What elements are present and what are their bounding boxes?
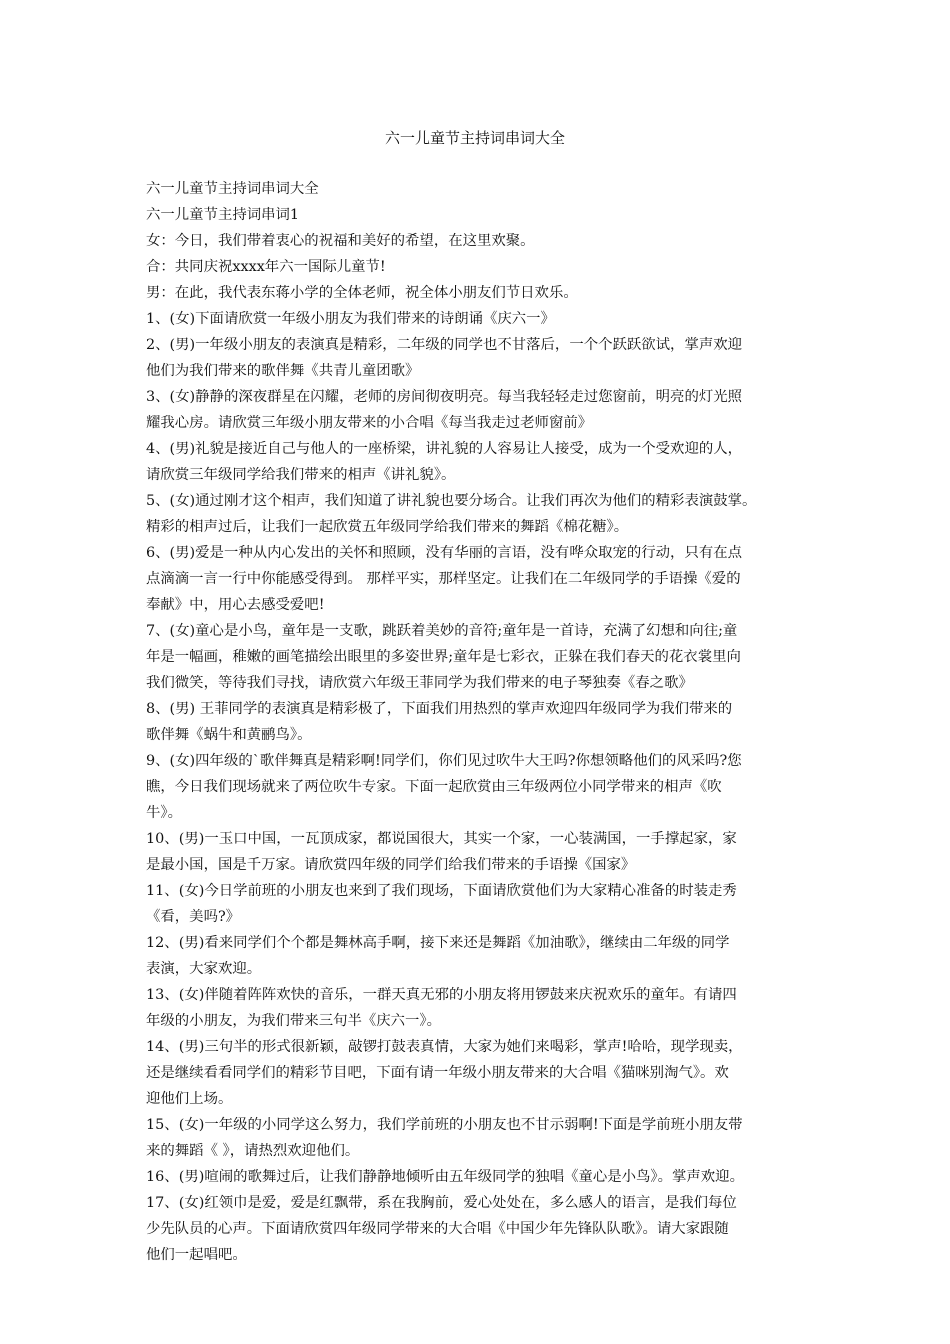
- paragraph: [146, 1112, 826, 1164]
- text-line: 14、(男)三句半的形式很新颖，敲锣打鼓表真情，大家为她们来喝彩，掌声!哈哈，现学现卖，: [146, 1039, 743, 1055]
- text-line: 11、(女)今日学前班的小朋友也来到了我们现场，下面请欣赏他们为大家精心准备的时装走秀: [146, 883, 737, 899]
- paragraph: [146, 982, 826, 1034]
- text-line: 瞧，今日我们现场就来了两位吹牛专家。下面一起欣赏由三年级两位小同学带来的相声《吹: [146, 779, 722, 795]
- text-line: 12、(男)看来同学们个个都是舞林高手啊，接下来还是舞蹈《加油歌》，继续由二年级的同学: [146, 935, 730, 951]
- paragraph: [146, 488, 826, 540]
- text-line: 2、(男)一年级小朋友的表演真是精彩，二年级的同学也不甘落后，一个个跃跃欲试，掌声欢迎: [146, 337, 743, 353]
- paragraph: [146, 436, 826, 488]
- paragraph: [146, 254, 826, 280]
- text-line: 17、(女)红领巾是爱，爱是红飘带，系在我胸前，爱心处处在，多么感人的语言，是我们每位: [146, 1195, 737, 1211]
- text-line: 15、(女)一年级的小同学这么努力，我们学前班的小朋友也不甘示弱啊!下面是学前班小朋友带: [146, 1117, 743, 1133]
- paragraph: [146, 306, 826, 332]
- text-line: 10、(男)一玉口中国，一瓦顶成家，都说国很大，其实一个家，一心装满国，一手撑起家，家: [146, 831, 737, 847]
- paragraph: [146, 618, 826, 696]
- text-line: 请欣赏三年级同学给我们带来的相声《讲礼貌》。: [146, 467, 456, 483]
- document-title: 六一儿童节主持词串词大全: [384, 129, 565, 147]
- text-line: 13、(女)伴随着阵阵欢快的音乐，一群天真无邪的小朋友将用锣鼓来庆祝欢乐的童年。有请四: [146, 987, 737, 1003]
- text-line: 迎他们上场。: [146, 1091, 233, 1107]
- text-line: 表演，大家欢迎。: [146, 961, 262, 977]
- text-line: 六一儿童节主持词串词1: [146, 207, 300, 223]
- text-line: 我们微笑，等待我们寻找，请欣赏六年级王菲同学为我们带来的电子琴独奏《春之歌》: [146, 675, 693, 691]
- text-line: 来的舞蹈《 》，请热烈欢迎他们。: [146, 1143, 360, 1159]
- text-line: 年级的小朋友，为我们带来三句半《庆六一》。: [146, 1013, 442, 1029]
- text-line: 耀我心房。请欣赏三年级小朋友带来的小合唱《每当我走过老师窗前》: [146, 415, 593, 431]
- text-line: 六一儿童节主持词串词大全: [146, 181, 319, 197]
- paragraph: [146, 696, 826, 748]
- text-line: 奉献》中，用心去感受爱吧!: [146, 597, 325, 613]
- paragraph: [146, 826, 826, 878]
- text-line: 16、(男)喧闹的歌舞过后，让我们静静地倾听由五年级同学的独唱《童心是小鸟》。掌声欢迎。: [146, 1169, 744, 1185]
- text-line: 8、(男) 王菲同学的表演真是精彩极了，下面我们用热烈的掌声欢迎四年级同学为我们带来的: [146, 701, 733, 717]
- text-line: 1、(女)下面请欣赏一年级小朋友为我们带来的诗朗诵《庆六一》: [146, 311, 555, 327]
- text-line: 牛》。: [146, 805, 182, 821]
- paragraph: [146, 930, 826, 982]
- text-line: 少先队员的心声。下面请欣赏四年级同学带来的大合唱《中国少年先锋队队歌》。请大家跟随: [146, 1221, 729, 1237]
- paragraph: [146, 748, 826, 826]
- document-body: [146, 176, 826, 1268]
- text-line: 5、(女)通过刚才这个相声，我们知道了讲礼貌也要分场合。让我们再次为他们的精彩表演鼓掌。: [146, 493, 757, 509]
- paragraph: [146, 202, 826, 228]
- text-line: 还是继续看看同学们的精彩节目吧，下面有请一年级小朋友带来的大合唱《猫咪别淘气》。欢: [146, 1065, 729, 1081]
- text-line: 3、(女)静静的深夜群星在闪耀，老师的房间彻夜明亮。每当我轻轻走过您窗前，明亮的灯光照: [146, 389, 743, 405]
- paragraph: [146, 1164, 826, 1190]
- paragraph: [146, 878, 826, 930]
- text-line: 年是一幅画，稚嫩的画笔描绘出眼里的多姿世界;童年是七彩衣，正躲在我们春天的花衣裳里向: [146, 649, 741, 665]
- text-line: 男：在此，我代表东蒋小学的全体老师，祝全体小朋友们节日欢乐。: [146, 285, 578, 301]
- text-line: 4、(男)礼貌是接近自己与他人的一座桥梁，讲礼貌的人容易让人接受，成为一个受欢迎的人，: [146, 441, 743, 457]
- text-line: 他们一起唱吧。: [146, 1247, 247, 1263]
- text-line: 《看，美吗?》: [146, 909, 241, 925]
- text-line: 6、(男)爱是一种从内心发出的关怀和照顾，没有华丽的言语，没有哗众取宠的行动，只有在点: [146, 545, 743, 561]
- paragraph: [146, 1034, 826, 1112]
- text-line: 点滴滴一言一行中你能感受得到。 那样平实，那样坚定。让我们在二年级同学的手语操《爱的: [146, 571, 741, 587]
- paragraph: [146, 176, 826, 202]
- text-line: 歌伴舞《蜗牛和黄鹂鸟》。: [146, 727, 312, 743]
- text-line: 女：今日，我们带着衷心的祝福和美好的希望，在这里欢聚。: [146, 233, 535, 249]
- paragraph: [146, 540, 826, 618]
- text-line: 9、(女)四年级的`歌伴舞真是精彩啊!同学们，你们见过吹牛大王吗?你想领略他们的风采吗?您: [146, 753, 742, 769]
- text-line: 7、(女)童心是小鸟，童年是一支歌，跳跃着美妙的音符;童年是一首诗，充满了幻想和向往;童: [146, 623, 738, 639]
- paragraph: [146, 228, 826, 254]
- text-line: 精彩的相声过后，让我们一起欣赏五年级同学给我们带来的舞蹈《棉花糖》。: [146, 519, 629, 535]
- text-line: 他们为我们带来的歌伴舞《共青儿童团歌》: [146, 363, 420, 379]
- paragraph: [146, 1190, 826, 1268]
- paragraph: [146, 280, 826, 306]
- text-line: 合：共同庆祝xxxx年六一国际儿童节!: [146, 259, 386, 275]
- paragraph: [146, 332, 826, 384]
- paragraph: [146, 384, 826, 436]
- text-line: 是最小国，国是千万家。请欣赏四年级的同学们给我们带来的手语操《国家》: [146, 857, 636, 873]
